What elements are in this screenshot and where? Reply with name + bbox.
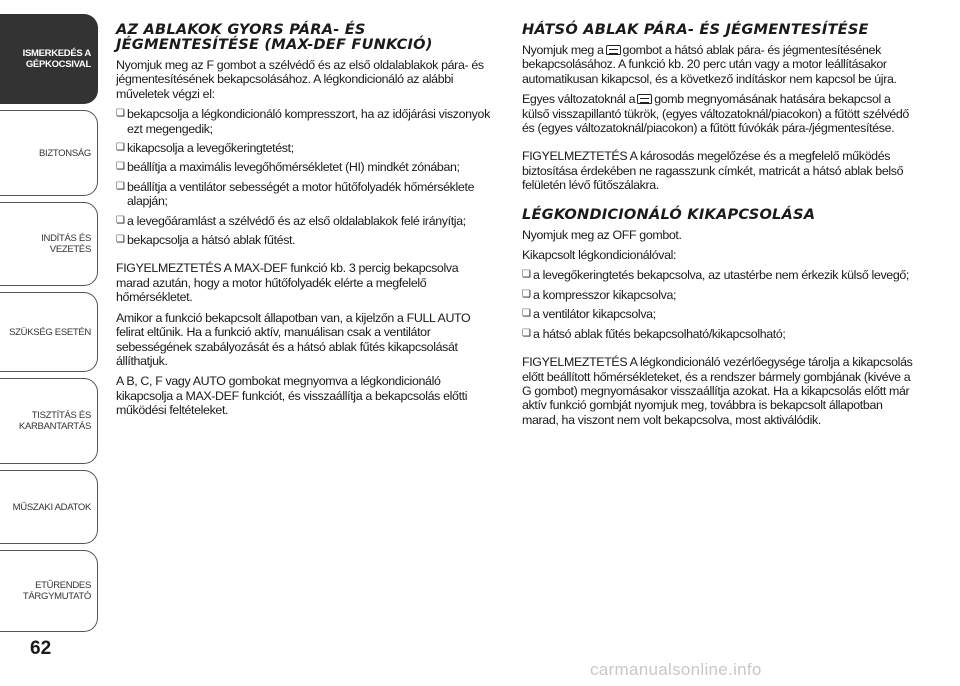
list-item: ❏ beállítja a maximális levegőhőmérsékletet (HI) mindkét zónában; [116, 160, 494, 174]
paragraph-ac-off-intro: Kikapcsolt légkondicionálóval: [522, 248, 677, 263]
chapter-tabs [0, 0, 100, 640]
list-item: ❏ kikapcsolja a levegőkeringtetést; [116, 141, 494, 155]
paragraph-buttons: A B, C, F vagy AUTO gombokat megnyomva a légkondicionáló kikapcsolja a MAX-DEF funkciót, és visszaállítja a bekapcsolás előtti működési feltételeket. [116, 374, 468, 418]
warning-paragraph: FIGYELMEZTETÉS A légkondicionáló vezérlőegysége tárolja a kikapcsolás előtt beállított hőmérsékleteket, és a rendszer bármely gombjának (kivéve a G gombot) megnyomásakor visszaállítja azokat. Ha a kikapcsolás előtt már aktív funkció gombját nyomjuk meg, továbbra is bekapcsolt állapotban marad, ha viszont nem volt bekapcsolva, most aktiválódik. [522, 355, 913, 427]
section-heading-max-def: AZ ABLAKOK GYORS PÁRA- ÉS JÉGMENTESÍTÉSE (MAX-DEF FUNKCIÓ) [116, 21, 433, 53]
paragraph-mirrors: Egyes változatoknál a gomb megnyomásának hatására bekapcsol a külső visszapillantó tükrök, (egyes változatoknál/piacokon) a fűtött szélvédő és (egyes változatoknál/piacokon) a fűtött fúvókák pára-/jégmentesítése. [522, 92, 909, 136]
section-heading-ac-off: LÉGKONDICIONÁLÓ KIKAPCSOLÁSA [522, 205, 816, 223]
warning-paragraph: FIGYELMEZTETÉS A károsodás megelőzése és a megfelelő működés biztosítása érdekében ne ragasszunk címkét, matricát a hátsó ablak belső felületén lévő fűtőszálakra. [522, 149, 904, 193]
warning-paragraph: FIGYELMEZTETÉS A MAX-DEF funkció kb. 3 percig bekapcsolva marad azután, hogy a motor hűtőfolyadék elérte a megfelelő hőmérsékletet. [116, 261, 459, 305]
list-item: ❏ bekapcsolja a hátsó ablak fűtést. [116, 233, 494, 247]
tab-szukseg-eseten[interactable]: SZÜKSÉG ESETÉN [0, 292, 98, 372]
tab-muszaki-adatok[interactable]: MŰSZAKI ADATOK [0, 470, 98, 544]
watermark: carmanualsonline.info [590, 660, 762, 679]
list-item: ❏ a ventilátor kikapcsolva; [522, 307, 917, 321]
rear-defrost-icon [637, 94, 652, 104]
rear-defrost-icon [606, 45, 621, 55]
list-item: ❏ a hátsó ablak fűtés bekapcsolható/kikapcsolható; [522, 327, 917, 341]
list-item: ❏ bekapcsolja a légkondicionáló kompresszort, ha az időjárási viszonyok ezt megengedik; [116, 107, 494, 136]
right-column [522, 22, 917, 433]
paragraph-full-auto: Amikor a funkció bekapcsolt állapotban van, a kijelzőn a FULL AUTO felirat eltűnik. Ha a funkció aktív, manuálisan csak a ventilátor sebességének szabályozását és a hátsó ablak fűtés kikapcsolását állíthatjuk. [116, 310, 471, 368]
tab-inditas-es-vezetes[interactable]: INDÍTÁS ÉS VEZETÉS [0, 202, 98, 286]
list-item: ❏ a kompresszor kikapcsolva; [522, 288, 917, 302]
tab-biztonsag[interactable]: BIZTONSÁG [0, 110, 98, 196]
tab-tisztitas-es-karbantartas[interactable]: TISZTÍTÁS ÉS KARBANTARTÁS [0, 378, 98, 464]
bullet-list-max-def [116, 107, 494, 247]
list-item: ❏ beállítja a ventilátor sebességét a motor hűtőfolyadék hőmérséklete alapján; [116, 180, 494, 209]
tab-targymutato[interactable]: ETŰRENDES TÁRGYMUTATÓ [0, 550, 98, 632]
left-column [116, 22, 494, 424]
bullet-list-ac-off [522, 268, 917, 341]
paragraph-rear-window: Nyomjuk meg a gombot a hátsó ablak pára- és jégmentesítésének bekapcsolásához. A funkció kb. 20 perc után vagy a motor leállításakor automatikusan kikapcsol, és a következő indításkor nem kapcsol be újra. [522, 43, 897, 86]
list-item: ❏ a levegőkeringtetés bekapcsolva, az utastérbe nem érkezik külső levegő; [522, 268, 917, 282]
paragraph-intro: Nyomjuk meg az F gombot a szélvédő és az első oldalablakok pára- és jégmentesítésének bekapcsolásához. A légkondicionáló az alábbi műveletek végzi el: [116, 58, 484, 101]
paragraph-off-button: Nyomjuk meg az OFF gombot. [522, 227, 682, 242]
section-heading-rear-window: HÁTSÓ ABLAK PÁRA- ÉS JÉGMENTESÍTÉSE [522, 21, 869, 38]
list-item: ❏ a levegőáramlást a szélvédő és az első oldalablakok felé irányítja; [116, 214, 494, 228]
page-number: 62 [30, 638, 52, 659]
tab-ismerkedes[interactable]: ISMERKEDÉS A GÉPKOCSIVAL [0, 14, 98, 104]
